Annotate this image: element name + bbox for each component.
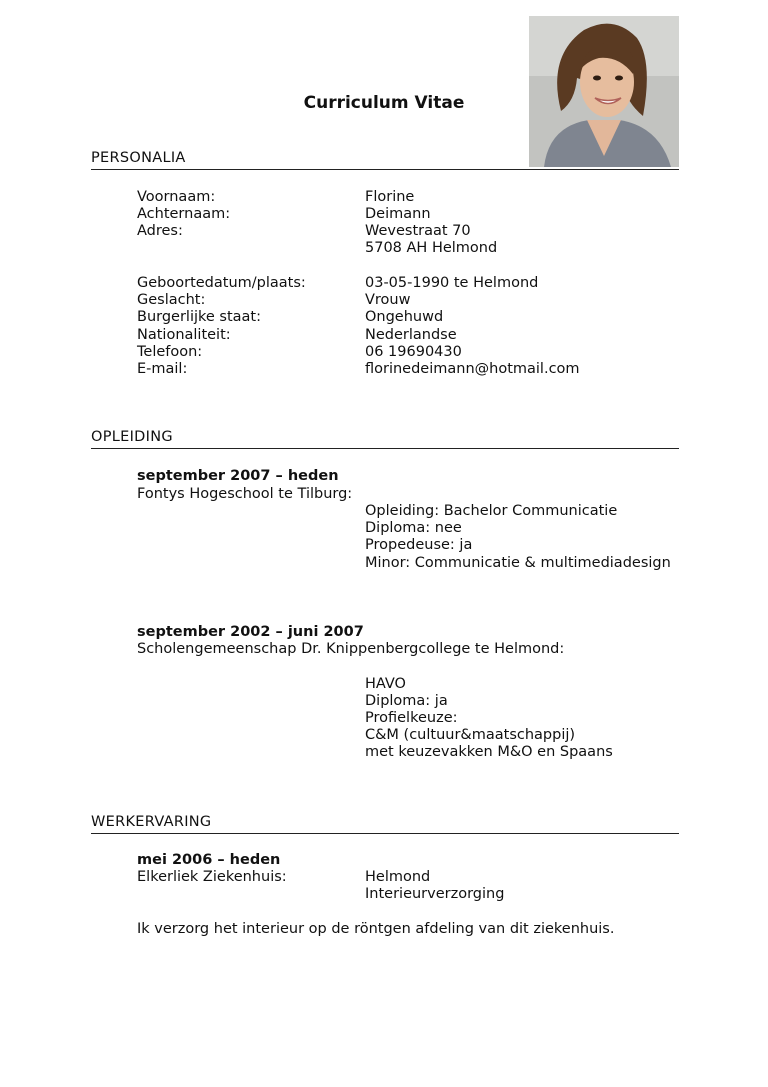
work-description: Ik verzorg het interieur op de röntgen afdeling van dit ziekenhuis. xyxy=(137,921,615,937)
work-period: mei 2006 – heden xyxy=(137,852,281,868)
section-heading-werkervaring: WERKERVARING xyxy=(91,813,679,834)
field-value: Nederlandse xyxy=(365,327,457,343)
work-detail: Helmond xyxy=(365,869,431,885)
field-value: Wevestraat 70 xyxy=(365,223,471,239)
section-heading-opleiding: OPLEIDING xyxy=(91,428,679,449)
section-heading-personalia: PERSONALIA xyxy=(91,149,679,170)
field-label: Telefoon: xyxy=(137,344,203,360)
education-detail: met keuzevakken M&O en Spaans xyxy=(365,744,613,760)
field-value: Vrouw xyxy=(365,292,411,308)
education-institution: Fontys Hogeschool te Tilburg: xyxy=(137,486,353,502)
field-value: 5708 AH Helmond xyxy=(365,240,498,256)
education-period: september 2002 – juni 2007 xyxy=(137,624,364,640)
education-detail: HAVO xyxy=(365,676,406,692)
education-period: september 2007 – heden xyxy=(137,468,339,484)
email-value: florinedeimann@hotmail.com xyxy=(365,361,580,377)
field-value: 03-05-1990 te Helmond xyxy=(365,275,539,291)
education-detail: Propedeuse: ja xyxy=(365,537,473,553)
field-label: Adres: xyxy=(137,223,183,239)
field-value: Florine xyxy=(365,189,415,205)
field-label: Voornaam: xyxy=(137,189,216,205)
field-label: Geboortedatum/plaats: xyxy=(137,275,306,291)
portrait-photo xyxy=(529,16,679,167)
education-detail: Minor: Communicatie & multimediadesign xyxy=(365,555,671,571)
education-institution: Scholengemeenschap Dr. Knippenbergcollege te Helmond: xyxy=(137,641,565,657)
education-detail: Profielkeuze: xyxy=(365,710,458,726)
work-employer: Elkerliek Ziekenhuis: xyxy=(137,869,287,885)
field-label: E-mail: xyxy=(137,361,188,377)
education-detail: C&M (cultuur&maatschappij) xyxy=(365,727,576,743)
field-label: Geslacht: xyxy=(137,292,206,308)
education-detail: Opleiding: Bachelor Communicatie xyxy=(365,503,618,519)
field-label: Nationaliteit: xyxy=(137,327,231,343)
portrait-photo-icon xyxy=(529,16,679,167)
field-label: Burgerlijke staat: xyxy=(137,309,262,325)
field-value: 06 19690430 xyxy=(365,344,462,360)
field-value: Deimann xyxy=(365,206,431,222)
field-value: Ongehuwd xyxy=(365,309,444,325)
education-detail: Diploma: nee xyxy=(365,520,462,536)
document-title: Curriculum Vitae xyxy=(303,93,465,113)
education-detail: Diploma: ja xyxy=(365,693,448,709)
field-label: Achternaam: xyxy=(137,206,231,222)
work-detail: Interieurverzorging xyxy=(365,886,505,902)
